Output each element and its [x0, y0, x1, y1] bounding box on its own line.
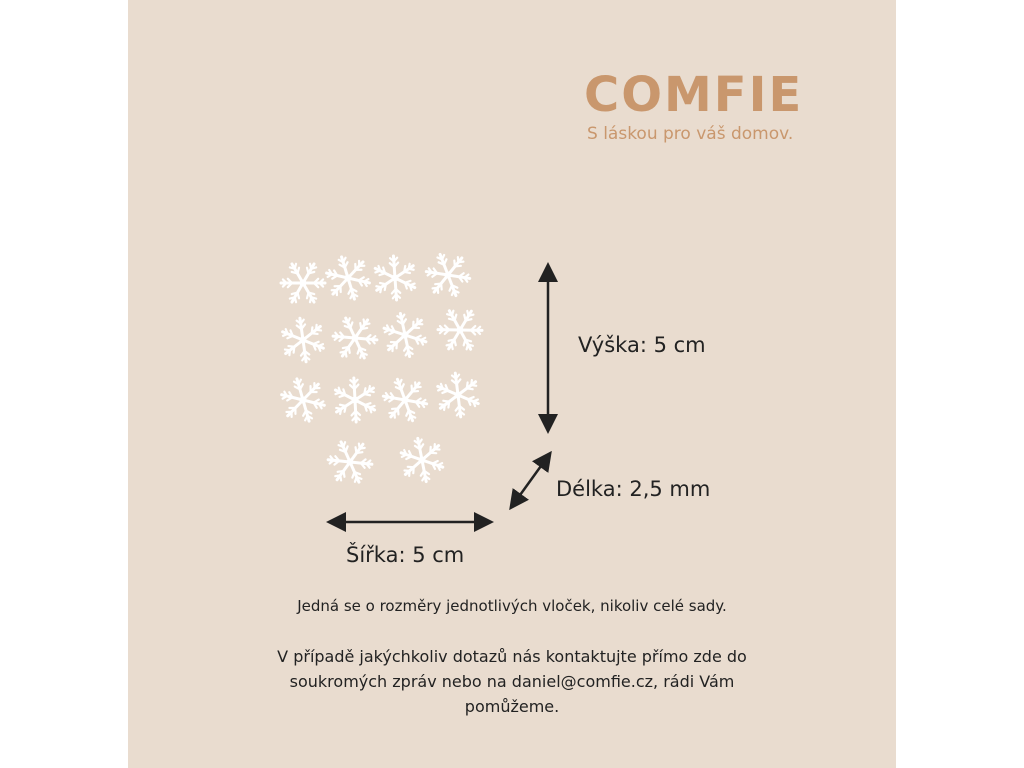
comfie-logo: [584, 66, 812, 124]
contact-line-1: V případě jakýchkoliv dotazů nás kontaktujte přímo zde do: [277, 647, 747, 666]
height-label: Výška: 5 cm: [578, 333, 706, 357]
contact-text: [128, 644, 896, 719]
snowflake-icon: [423, 253, 472, 298]
snowflake-icon: [322, 254, 374, 301]
snowflake-icon: [331, 317, 378, 359]
brand-tagline: S láskou pro váš domov.: [587, 124, 794, 144]
disclaimer-text: Jedná se o rozměry jednotlivých vloček, nikoliv celé sady.: [297, 597, 727, 615]
snowflake-icon: [378, 310, 432, 360]
snowflake-icon: [281, 264, 325, 302]
snowflake-icon: [367, 251, 423, 305]
contact-line-2: soukromých zpráv nebo na daniel@comfie.cz, rádi Vám: [289, 672, 735, 691]
snowflake-icon: [326, 441, 374, 484]
width-label: Šířka: 5 cm: [346, 543, 465, 567]
snowflake-icon: [430, 369, 485, 422]
snowflakes-illustration: [270, 245, 490, 500]
logo-text: COMFIE: [584, 67, 804, 123]
snowflake-icon: [327, 373, 384, 427]
snowflake-icon: [438, 310, 483, 349]
snowflake-icon: [395, 435, 449, 486]
snowflake-icon: [275, 314, 330, 366]
snowflake-icon: [277, 376, 329, 424]
length-label: Délka: 2,5 mm: [556, 477, 711, 501]
snowflake-icon: [380, 377, 430, 422]
contact-line-3: pomůžeme.: [464, 697, 560, 716]
